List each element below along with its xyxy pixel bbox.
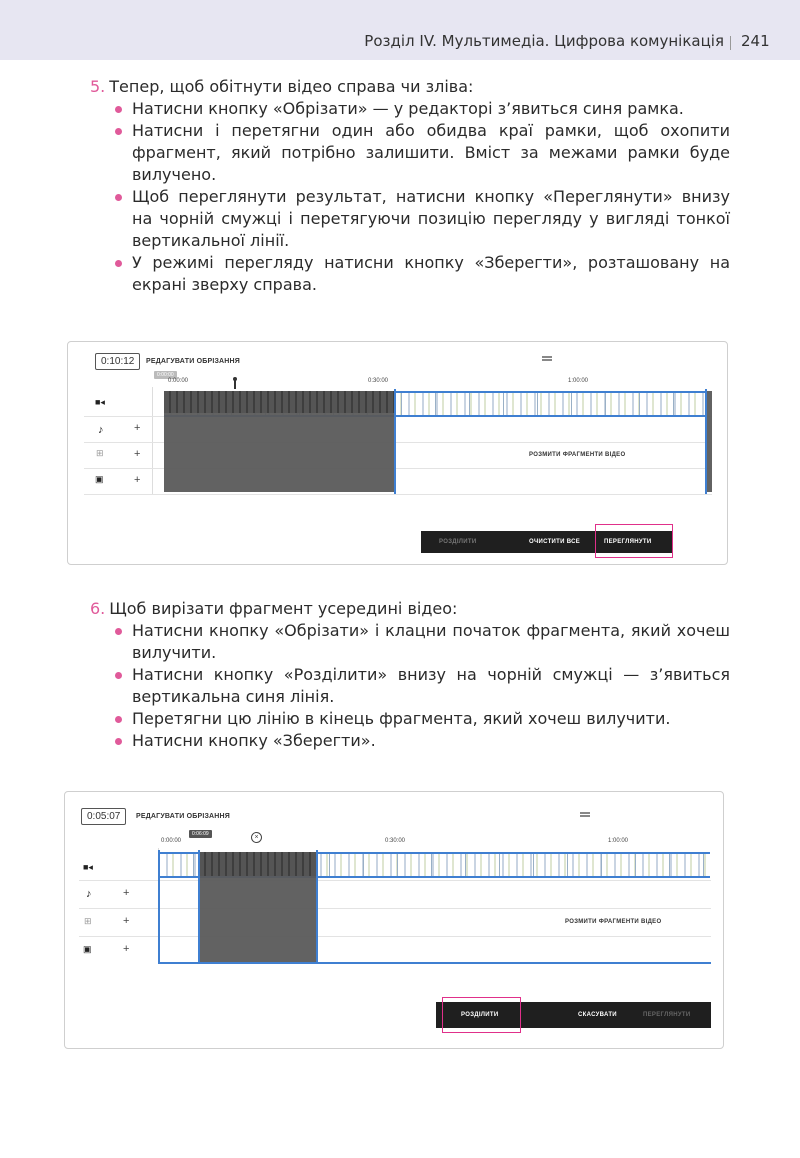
- video-icon: ■◂: [95, 397, 105, 407]
- trimmed-thumbnails: [164, 391, 394, 413]
- row-divider: [79, 908, 711, 909]
- preview-button-highlight: [595, 524, 673, 558]
- chapter-title: Розділ IV. Мультимедіа. Цифрова комунікація: [364, 32, 724, 50]
- row-divider: [84, 494, 712, 495]
- bullet-dot: [115, 716, 122, 723]
- split-button[interactable]: РОЗДІЛИТИ: [461, 1012, 499, 1018]
- cut-thumbnails: [199, 852, 317, 876]
- add-blur-button[interactable]: +: [134, 448, 141, 460]
- cancel-button[interactable]: СКАСУВАТИ: [578, 1012, 617, 1018]
- row-divider: [79, 880, 711, 881]
- step-6: [90, 598, 730, 752]
- drag-handle-icon[interactable]: [580, 812, 590, 814]
- tick-label: 1:00:00: [608, 838, 629, 844]
- playhead-handle[interactable]: [233, 377, 237, 381]
- list-item-text: Натисни кнопку «Обрізати» — у редакторі з’явиться синя рамка.: [132, 99, 684, 118]
- blur-icon: ⊞: [84, 916, 92, 926]
- list-item-text: Щоб переглянути результат, натисни кнопку «Переглянути» внизу на чорній смужці і перетягуючи позицію перегляду у вигляді тонкої вертикальної лінії.: [132, 187, 730, 250]
- list-item-text: У режимі перегляду натисни кнопку «Зберегти», розташовану на екрані зверху справа.: [132, 253, 730, 294]
- header-divider: [730, 36, 731, 50]
- time-display: 0:10:12: [95, 353, 140, 370]
- split-button[interactable]: РОЗДІЛИТИ: [439, 539, 477, 545]
- time-display: 0:05:07: [81, 808, 126, 825]
- add-audio-button[interactable]: +: [123, 887, 130, 899]
- list-item-text: Натисни кнопку «Розділити» внизу на чорній смужці — з’явиться вертикальна синя лінія.: [132, 665, 730, 706]
- text-box-icon: ▣: [83, 944, 92, 954]
- edit-trim-label: РЕДАГУВАТИ ОБРІЗАННЯ: [136, 813, 231, 820]
- bullet-dot: [115, 106, 122, 113]
- step-5-number: 5.: [90, 77, 106, 96]
- playhead-marker: 0:06:09: [189, 830, 212, 838]
- trim-handle-left[interactable]: [394, 389, 396, 494]
- playhead-marker: 0:00:00: [154, 371, 177, 379]
- music-note-icon: ♪: [98, 424, 104, 436]
- video-icon: ■◂: [83, 862, 93, 872]
- blur-icon: ⊞: [96, 448, 104, 458]
- page-number: 241: [741, 32, 770, 50]
- bullet-dot: [115, 128, 122, 135]
- trimmed-region-end: [707, 391, 712, 492]
- blur-video-fragments-label[interactable]: РОЗМИТИ ФРАГМЕНТИ ВІДЕО: [529, 452, 626, 458]
- page-header: [0, 0, 800, 60]
- step-5: [90, 76, 730, 296]
- list-item: [114, 620, 730, 664]
- clear-all-button[interactable]: ОЧИСТИТИ ВСЕ: [529, 539, 581, 545]
- list-item: [114, 708, 730, 730]
- bullet-dot: [115, 628, 122, 635]
- split-line-start[interactable]: [158, 850, 160, 964]
- add-text-button[interactable]: +: [123, 943, 130, 955]
- step-5-heading: [90, 76, 730, 98]
- list-item-text: Натисни кнопку «Обрізати» і клацни початок фрагмента, який хочеш вилучити.: [132, 621, 730, 662]
- step-5-list: [90, 98, 730, 296]
- tick-label: 1:00:00: [568, 378, 589, 384]
- add-text-button[interactable]: +: [134, 474, 141, 486]
- list-item: [114, 120, 730, 186]
- list-item: [114, 252, 730, 296]
- tick-label: 0:30:00: [368, 378, 389, 384]
- step-6-text: Щоб вирізати фрагмент усередині відео:: [109, 599, 458, 618]
- step-6-heading: [90, 598, 730, 620]
- list-item-text: Перетягни цю лінію в кінець фрагмента, який хочеш вилучити.: [132, 709, 671, 728]
- selection-bottom: [158, 962, 711, 964]
- text-box-icon: ▣: [95, 474, 104, 484]
- list-item: [114, 98, 730, 120]
- music-note-icon: ♪: [86, 888, 92, 900]
- split-line-cut-end[interactable]: [316, 850, 318, 964]
- bullet-dot: [115, 672, 122, 679]
- add-blur-button[interactable]: +: [123, 915, 130, 927]
- bullet-dot: [115, 194, 122, 201]
- split-line-cut-start[interactable]: [198, 850, 200, 964]
- split-button-highlight: [442, 997, 521, 1033]
- blur-video-fragments-label[interactable]: РОЗМИТИ ФРАГМЕНТИ ВІДЕО: [565, 919, 662, 925]
- trim-editor-screenshot-1: [67, 341, 728, 565]
- close-circle-icon[interactable]: ×: [251, 832, 262, 843]
- add-audio-button[interactable]: +: [134, 422, 141, 434]
- step-5-text: Тепер, щоб обітнути відео справа чи зліва:: [109, 77, 474, 96]
- row-divider: [79, 936, 711, 937]
- drag-handle-icon[interactable]: [542, 356, 552, 358]
- trim-editor-screenshot-2: [64, 791, 724, 1049]
- tick-label: 0:00:00: [161, 838, 182, 844]
- tick-label: 0:00:00: [168, 378, 189, 384]
- tick-label: 0:30:00: [385, 838, 406, 844]
- preview-button[interactable]: ПЕРЕГЛЯНУТИ: [643, 1012, 691, 1018]
- list-item-text: Натисни і перетягни один або обидва краї рамки, щоб охопити фрагмент, який потрібно залишити. Вміст за межами рамки буде вилучено.: [132, 121, 730, 184]
- list-item: [114, 730, 730, 752]
- bullet-dot: [115, 260, 122, 267]
- step-6-number: 6.: [90, 599, 106, 618]
- edit-trim-label: РЕДАГУВАТИ ОБРІЗАННЯ: [146, 358, 241, 365]
- step-6-list: [90, 620, 730, 752]
- list-item: [114, 186, 730, 252]
- list-item: [114, 664, 730, 708]
- list-item-text: Натисни кнопку «Зберегти».: [132, 731, 376, 750]
- bullet-dot: [115, 738, 122, 745]
- preview-button[interactable]: ПЕРЕГЛЯНУТИ: [604, 539, 652, 545]
